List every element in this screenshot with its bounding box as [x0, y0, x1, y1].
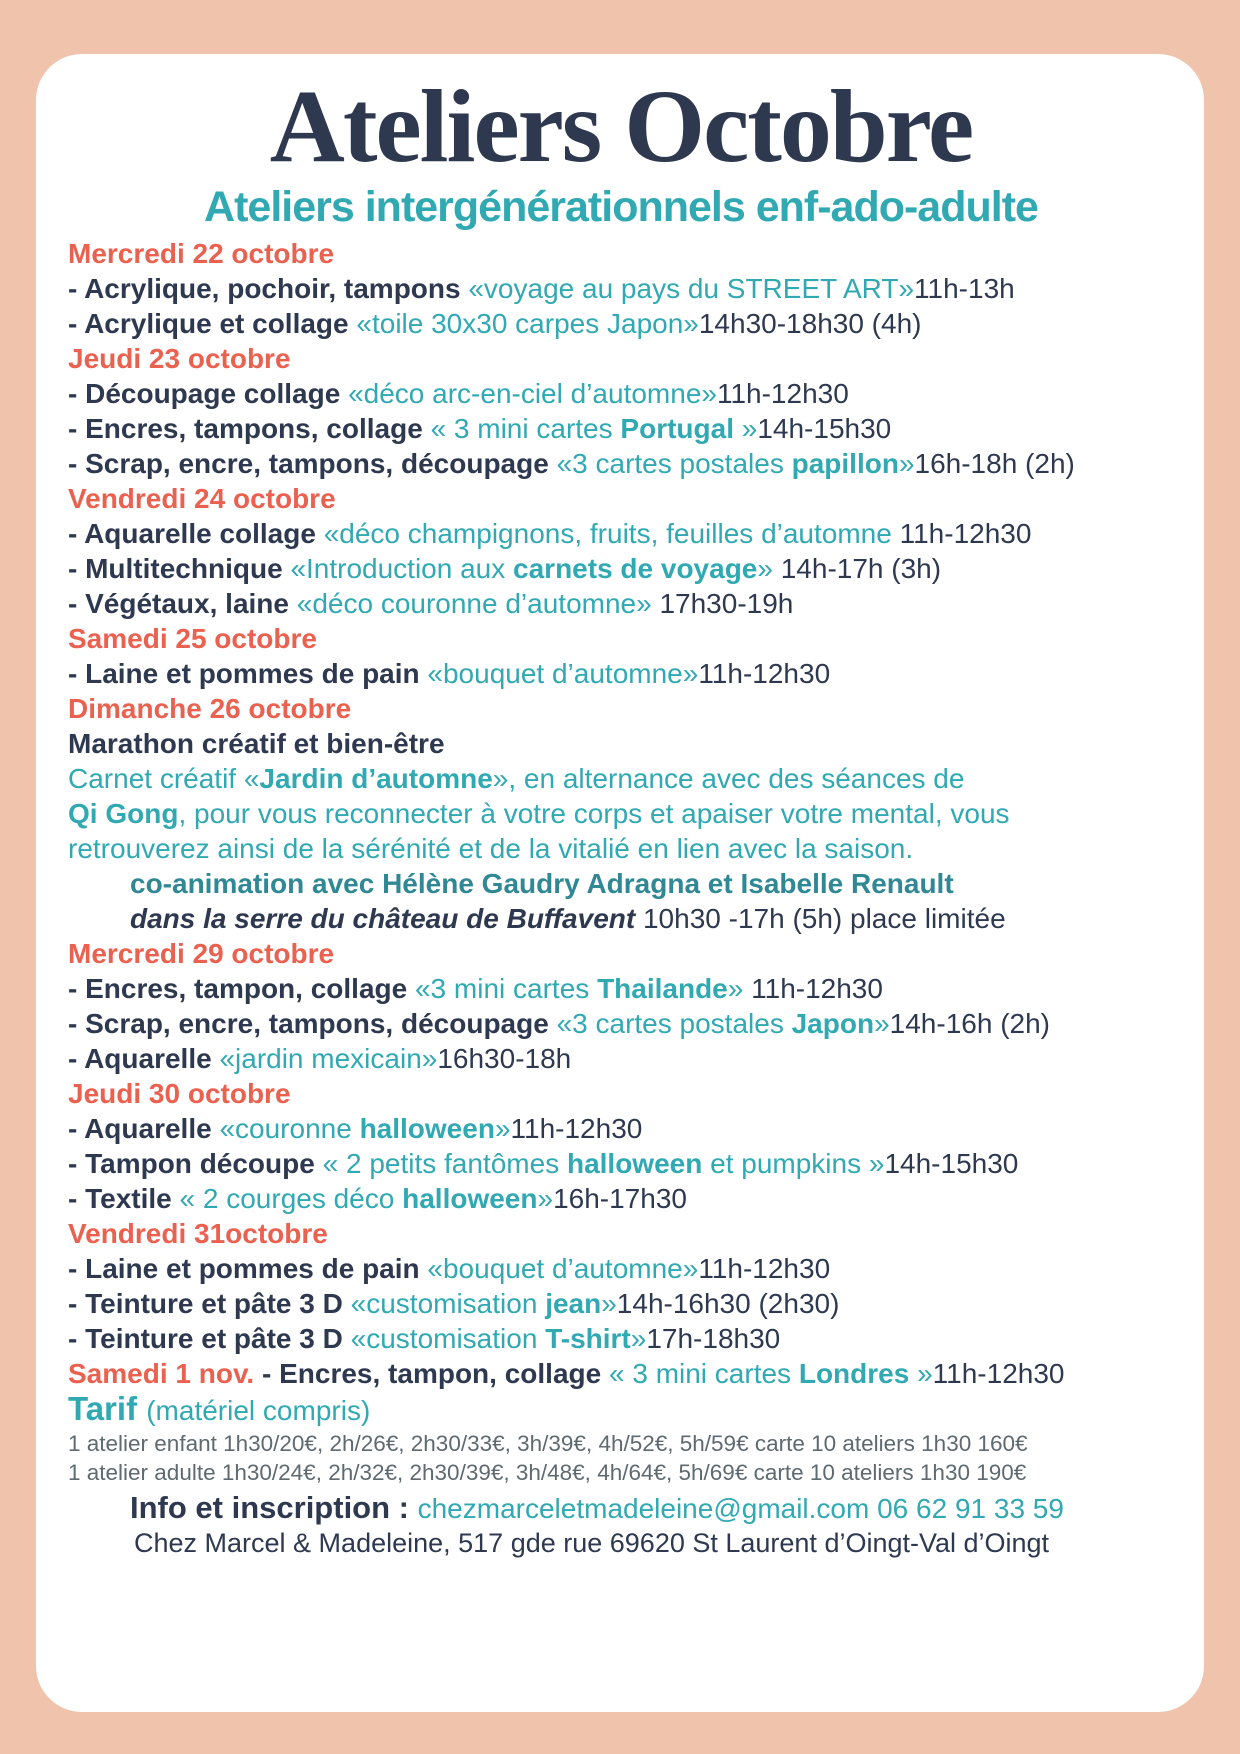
text-segment: T-shirt: [545, 1323, 631, 1355]
text-segment: 11h-12h30: [510, 1113, 643, 1145]
day-heading: Vendredi 24 octobre: [68, 483, 336, 515]
info-line: [68, 1489, 1174, 1527]
text-segment: Tarif: [68, 1390, 147, 1428]
poster-subtitle: Ateliers intergénérationnels enf-ado-adulte: [204, 183, 1038, 232]
day-heading: Mercredi 29 octobre: [68, 938, 335, 970]
text-segment: - Encres, tampons, collage: [68, 413, 431, 445]
text-segment: »: [733, 413, 758, 445]
text-segment: « 3 mini cartes: [430, 413, 621, 445]
text-segment: - Multitechnique: [68, 553, 291, 585]
schedule-line: [68, 726, 1174, 761]
text-segment: (matériel compris): [146, 1395, 371, 1427]
text-segment: Japon: [791, 1008, 875, 1040]
schedule-line: [68, 831, 1174, 866]
text-segment: «customisation: [350, 1288, 546, 1320]
text-segment: 11h-12h30: [751, 973, 883, 1005]
day-heading: Jeudi 30 octobre: [68, 1078, 291, 1110]
text-segment: 11h-12h30: [698, 658, 831, 690]
text-segment: «Introduction aux: [290, 553, 514, 585]
schedule-line: [68, 516, 1174, 551]
text-segment: »: [898, 448, 915, 480]
text-segment: chezmarceletmadeleine@gmail.com: [417, 1493, 870, 1525]
text-segment: Portugal: [620, 413, 734, 445]
schedule-line: [68, 411, 1174, 446]
day-heading: Mercredi 22 octobre: [68, 238, 335, 270]
text-segment: - Végétaux, laine: [68, 588, 297, 620]
text-segment: jean: [545, 1288, 602, 1320]
schedule-line: [68, 446, 1174, 481]
text-segment: - Aquarelle: [68, 1043, 220, 1075]
text-segment: «3 cartes postales: [556, 1008, 792, 1040]
text-segment: »: [630, 1323, 647, 1355]
text-segment: »: [757, 553, 781, 585]
schedule-line: [68, 551, 1174, 586]
text-segment: « 3 mini cartes: [608, 1358, 799, 1390]
schedule-line: [68, 971, 1174, 1006]
schedule-line: [68, 901, 1174, 936]
text-segment: «déco couronne d’automne»: [296, 588, 660, 620]
schedule: [68, 236, 1174, 1391]
text-segment: - Laine et pommes de pain: [68, 658, 428, 690]
text-segment: retrouverez ainsi de la sérénité et de la vitalié en lien avec la saison.: [68, 833, 914, 865]
text-segment: halloween: [359, 1113, 495, 1145]
text-segment: 14h30-18h30 (4h): [698, 308, 922, 340]
text-segment: 11h-12h30: [698, 1253, 831, 1285]
text-segment: »: [601, 1288, 617, 1320]
tarif-line-enfant: 1 atelier enfant 1h30/20€, 2h/26€, 2h30/33€, 3h/39€, 4h/52€, 5h/59€ carte 10 ateliers 1h30 160€: [68, 1431, 1028, 1457]
schedule-line: [68, 1321, 1174, 1356]
text-segment: - Laine et pommes de pain: [68, 1253, 428, 1285]
text-segment: « 2 courges déco: [179, 1183, 403, 1215]
text-segment: - Tampon découpe: [68, 1148, 323, 1180]
text-segment: dans la serre du château de Buffavent: [130, 903, 643, 935]
text-segment: 11h-13h: [914, 273, 1015, 305]
text-segment: 14h-16h (2h): [889, 1008, 1050, 1040]
poster-title: Ateliers Octobre: [269, 69, 973, 184]
poster-card: [36, 54, 1204, 1712]
text-segment: 17h30-19h: [659, 588, 794, 620]
schedule-line: [68, 271, 1174, 306]
text-segment: Londres: [798, 1358, 910, 1390]
text-segment: - Acrylique et collage: [68, 308, 357, 340]
schedule-line: [68, 1286, 1174, 1321]
text-segment: «3 mini cartes: [414, 973, 598, 1005]
text-segment: Thailande: [597, 973, 728, 1005]
text-segment: 11h-12h30: [932, 1358, 1065, 1390]
text-segment: carnets de voyage: [513, 553, 758, 585]
text-segment: - Scrap, encre, tampons, découpage: [68, 448, 557, 480]
schedule-line: [68, 761, 1174, 796]
day-heading: Samedi 25 octobre: [68, 623, 317, 655]
text-segment: «couronne: [219, 1113, 360, 1145]
text-segment: - Découpage collage: [68, 378, 349, 410]
schedule-line: [68, 1111, 1174, 1146]
schedule-line: [68, 586, 1174, 621]
text-segment: - Textile: [68, 1183, 180, 1215]
tarif-line-adulte: 1 atelier adulte 1h30/24€, 2h/32€, 2h30/39€, 3h/48€, 4h/64€, 5h/69€ carte 10 ateliers 1h30 190€: [68, 1460, 1027, 1486]
text-segment: co-animation avec Hélène Gaudry Adragna et Isabelle Renault: [130, 868, 954, 900]
text-segment: «toile 30x30 carpes Japon»: [356, 308, 699, 340]
text-segment: 11h-12h30: [899, 518, 1032, 550]
text-segment: - Teinture et pâte 3 D: [68, 1288, 351, 1320]
text-segment: Info et inscription :: [130, 1490, 418, 1526]
schedule-line: [68, 1006, 1174, 1041]
text-segment: «customisation: [350, 1323, 546, 1355]
text-segment: papillon: [791, 448, 899, 480]
text-segment: 14h-16h30 (2h30): [616, 1288, 840, 1320]
text-segment: 16h-18h (2h): [914, 448, 1075, 480]
text-segment: Marathon créatif et bien-être: [68, 728, 445, 760]
day-heading: Dimanche 26 octobre: [68, 693, 352, 725]
text-segment: - Aquarelle: [68, 1113, 220, 1145]
text-segment: - Teinture et pâte 3 D: [68, 1323, 351, 1355]
text-segment: Carnet créatif «: [68, 763, 260, 795]
text-segment: »: [909, 1358, 933, 1390]
text-segment: 16h30-18h: [437, 1043, 572, 1075]
text-segment: , pour vous reconnecter à votre corps et apaiser votre mental, vous: [178, 798, 1010, 830]
text-segment: »: [537, 1183, 554, 1215]
schedule-line: [68, 656, 1174, 691]
text-segment: «jardin mexicain»: [219, 1043, 438, 1075]
text-segment: «bouquet d’automne»: [427, 1253, 699, 1285]
text-segment: 06 62 91 33 59: [869, 1493, 1064, 1525]
text-segment: halloween: [566, 1148, 703, 1180]
text-segment: - Scrap, encre, tampons, découpage: [68, 1008, 557, 1040]
text-segment: »: [494, 1113, 511, 1145]
text-segment: et pumpkins »: [702, 1148, 885, 1180]
text-segment: Samedi 1 nov.: [68, 1358, 262, 1390]
text-segment: «déco champignons, fruits, feuilles d’automne: [323, 518, 900, 550]
schedule-line: [68, 1041, 1174, 1076]
address-line: Chez Marcel & Madeleine, 517 gde rue 69620 St Laurent d’Oingt-Val d’Oingt: [134, 1528, 1050, 1559]
tarif-heading: [68, 1391, 1174, 1429]
schedule-line: [68, 1251, 1174, 1286]
text-segment: - Encres, tampon, collage: [68, 973, 415, 1005]
text-segment: «déco arc-en-ciel d’automne»: [348, 378, 717, 410]
day-heading: Vendredi 31octobre: [68, 1218, 328, 1250]
schedule-line: [68, 866, 1174, 901]
text-segment: halloween: [402, 1183, 538, 1215]
text-segment: 16h-17h30: [553, 1183, 687, 1215]
text-segment: 11h-12h30: [716, 378, 849, 410]
text-segment: « 2 petits fantômes: [322, 1148, 567, 1180]
schedule-line: [68, 1181, 1174, 1216]
text-segment: »: [727, 973, 752, 1005]
text-segment: », en alternance avec des séances de: [492, 763, 965, 795]
text-segment: - Aquarelle collage: [68, 518, 324, 550]
schedule-line: [68, 376, 1174, 411]
text-segment: - Encres, tampon, collage: [262, 1358, 609, 1390]
schedule-line: [68, 1356, 1174, 1391]
schedule-line: [68, 1146, 1174, 1181]
text-segment: Qi Gong: [68, 798, 179, 830]
text-segment: - Acrylique, pochoir, tampons: [68, 273, 469, 305]
text-segment: 14h-15h30: [757, 413, 892, 445]
schedule-line: [68, 796, 1174, 831]
text-segment: Jardin d’automne: [259, 763, 493, 795]
day-heading: Jeudi 23 octobre: [68, 343, 291, 375]
tarif-section: [68, 1391, 1174, 1487]
text-segment: «bouquet d’automne»: [427, 658, 699, 690]
text-segment: «voyage au pays du STREET ART»: [468, 273, 915, 305]
text-segment: 10h30 -17h (5h) place limitée: [642, 903, 1006, 935]
schedule-line: [68, 306, 1174, 341]
text-segment: 14h-15h30: [884, 1148, 1019, 1180]
text-segment: 14h-17h (3h): [780, 553, 942, 585]
text-segment: »: [874, 1008, 890, 1040]
text-segment: «3 cartes postales: [556, 448, 792, 480]
text-segment: 17h-18h30: [646, 1323, 781, 1355]
